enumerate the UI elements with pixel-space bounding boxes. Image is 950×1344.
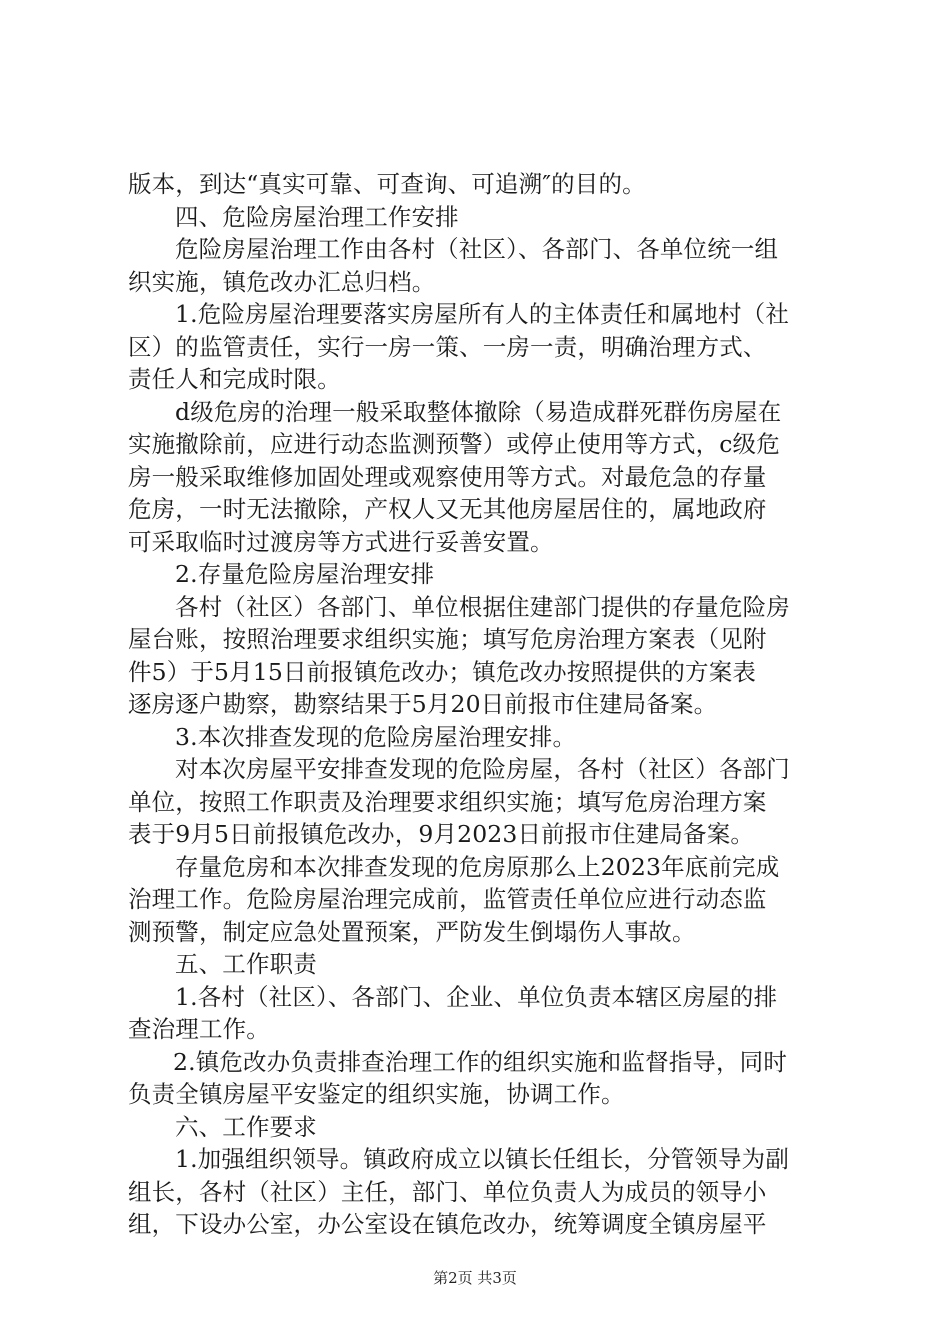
text-line: d级危房的治理一般采取整体撤除（易造成群死群伤房屋在 — [175, 397, 782, 426]
text-line: 可采取临时过渡房等方式进行妥善安置。 — [128, 527, 554, 556]
text-line: 1.各村（社区）、各部门、企业、单位负责本辖区房屋的排 — [175, 982, 778, 1011]
subsection-heading: 3.本次排查发现的危险房屋治理安排。 — [175, 722, 577, 751]
text-line: 织实施，镇危改办汇总归档。 — [128, 267, 436, 296]
text-line: 1.加强组织领导。镇政府成立以镇长任组长，分管领导为副 — [175, 1145, 789, 1173]
text-line: 屋台账，按照治理要求组织实施；填写危房治理方案表（见附 — [128, 625, 767, 653]
text-line: 治理工作。危险房屋治理完成前，监管责任单位应进行动态监 — [128, 885, 767, 913]
text-line: 逐房逐户勘察，勘察结果于5月20日前报市住建局备案。 — [128, 690, 718, 718]
text-line: 测预警，制定应急处置预案，严防发生倒塌伤人事故。 — [128, 917, 696, 946]
page-number-footer: 第2页 共3页 — [433, 1269, 517, 1287]
section-heading: 四、危险房屋治理工作安排 — [175, 202, 459, 231]
text-line: 对本次房屋平安排查发现的危险房屋，各村（社区）各部门 — [175, 755, 790, 783]
subsection-heading: 2.存量危险房屋治理安排 — [175, 560, 435, 588]
text-line: 件5）于5月15日前报镇危改办；镇危改办按照提供的方案表 — [128, 657, 757, 686]
text-line: 组，下设办公室，办公室设在镇危改办，统筹调度全镇房屋平 — [128, 1210, 767, 1238]
text-line: 危险房屋治理工作由各村（社区）、各部门、各单位统一组 — [175, 235, 779, 263]
text-line: 责任人和完成时限。 — [128, 365, 341, 393]
document-body — [128, 168, 832, 1241]
text-line: 各村（社区）各部门、单位根据住建部门提供的存量危险房 — [175, 592, 790, 621]
text-line: 区）的监管责任，实行一房一策、一房一责，明确治理方式、 — [128, 332, 767, 361]
text-line: 查治理工作。 — [128, 1015, 270, 1043]
text-line: 实施撤除前，应进行动态监测预警）或停止使用等方式，c级危 — [128, 430, 780, 458]
text-line: 2.镇危改办负责排查治理工作的组织实施和监督指导，同时 — [173, 1047, 787, 1076]
text-line: 负责全镇房屋平安鉴定的组织实施，协调工作。 — [128, 1080, 625, 1108]
section-heading: 五、工作职责 — [175, 950, 317, 978]
text-line: 组长，各村（社区）主任，部门、单位负责人为成员的领导小 — [128, 1177, 767, 1206]
text-line: 表于9月5日前报镇危改办，9月2023日前报市住建局备案。 — [128, 820, 755, 848]
text-line: 版本，到达“真实可靠、可查询、可追溯″的目的。 — [128, 170, 646, 198]
text-line: 危房，一时无法撤除，产权人又无其他房屋居住的，属地政府 — [128, 495, 767, 523]
section-heading: 六、工作要求 — [175, 1112, 317, 1141]
text-line: 单位，按照工作职责及治理要求组织实施；填写危房治理方案 — [128, 787, 767, 816]
text-line: 1.危险房屋治理要落实房屋所有人的主体责任和属地村（社 — [175, 300, 789, 328]
text-line: 房一般采取维修加固处理或观察使用等方式。对最危急的存量 — [128, 462, 767, 491]
text-line: 存量危房和本次排查发现的危房原那么上2023年底前完成 — [175, 852, 780, 881]
